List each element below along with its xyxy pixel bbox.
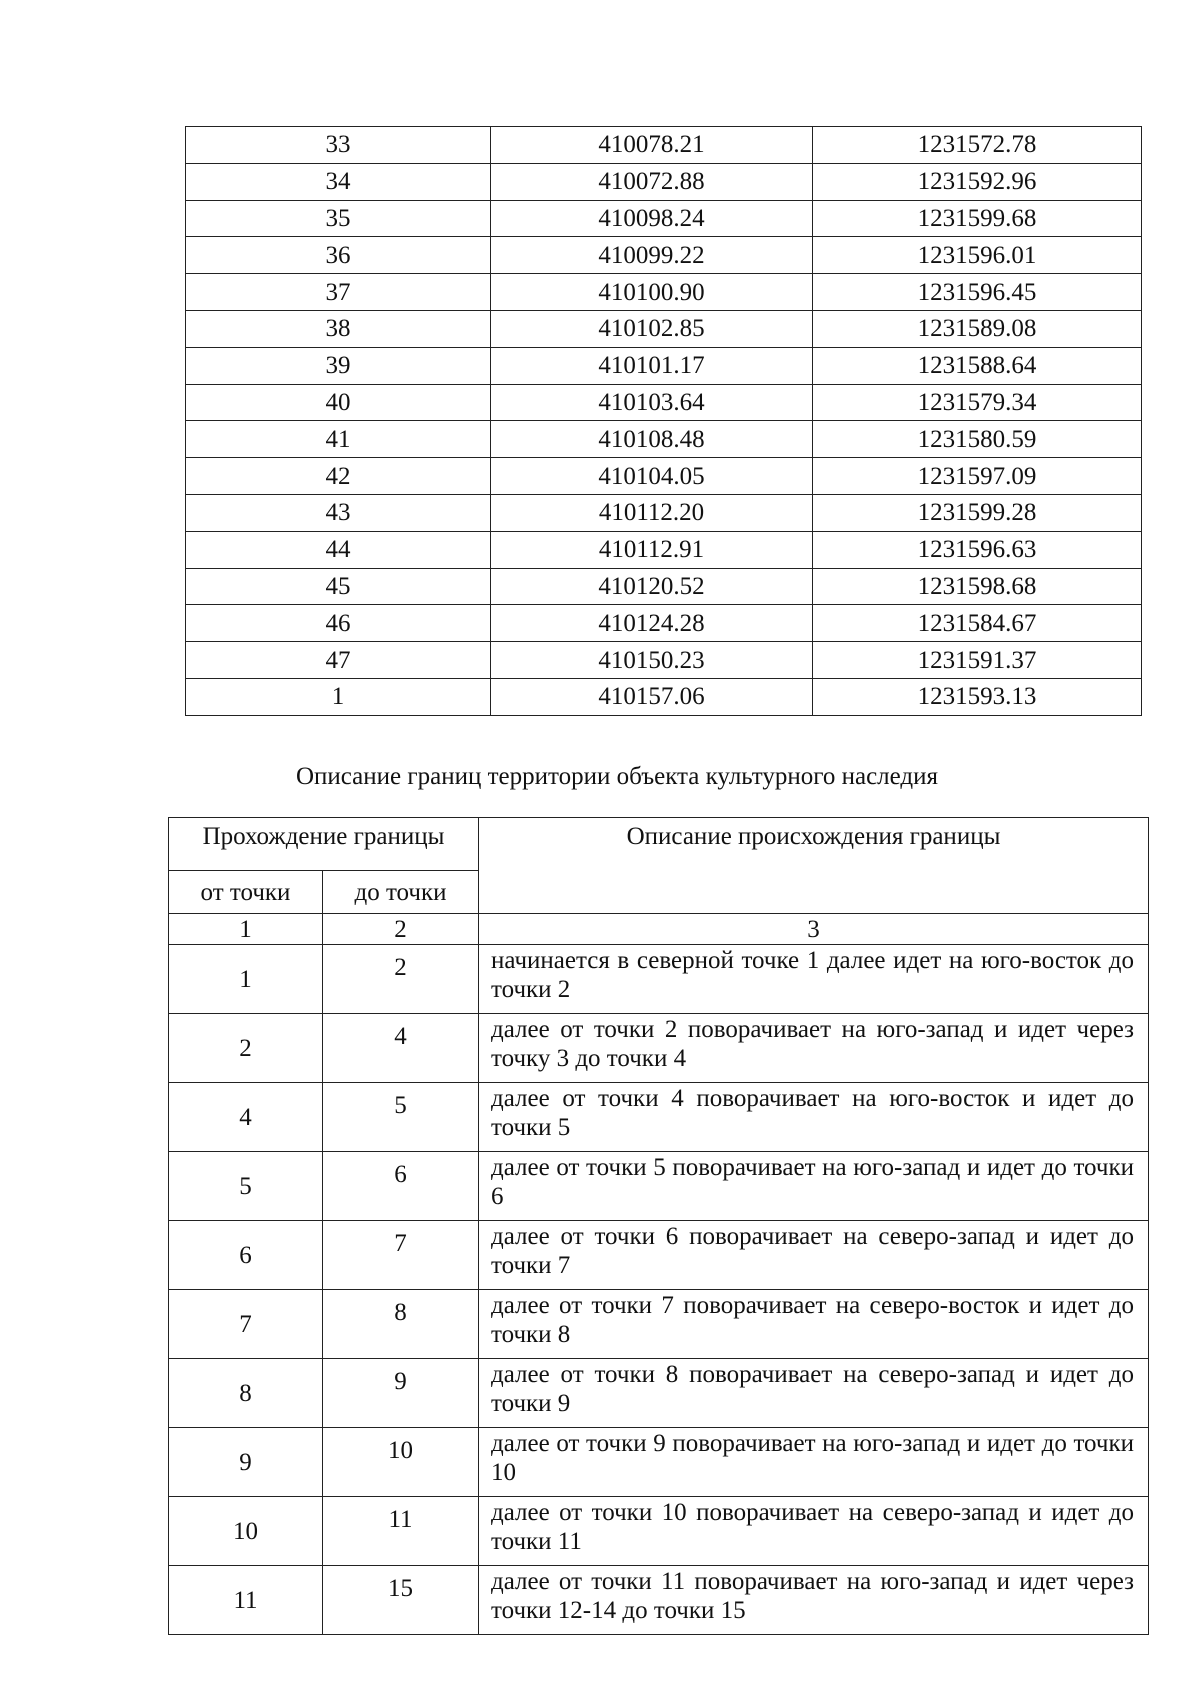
point-number-cell: 42 — [186, 458, 491, 495]
table-row — [186, 458, 1142, 495]
table-row — [186, 200, 1142, 237]
to-point-cell: 10 — [323, 1428, 479, 1497]
x-coordinate-cell: 410099.22 — [491, 237, 813, 274]
x-coordinate-cell: 410150.23 — [491, 642, 813, 679]
x-coordinate-cell: 410120.52 — [491, 568, 813, 605]
to-point-cell: 7 — [323, 1221, 479, 1290]
x-coordinate-cell: 410072.88 — [491, 163, 813, 200]
table-row — [169, 1221, 1149, 1290]
table-row — [169, 945, 1149, 1014]
table-row — [186, 605, 1142, 642]
y-coordinate-cell: 1231598.68 — [813, 568, 1142, 605]
boundary-table-body — [169, 818, 1149, 1635]
point-number-cell: 34 — [186, 163, 491, 200]
table-row — [186, 531, 1142, 568]
to-point-cell: 6 — [323, 1152, 479, 1221]
segment-description-cell: далее от точки 7 поворачивает на северо-восток и идет до точки 8 — [479, 1290, 1149, 1359]
table-row — [186, 384, 1142, 421]
table-row — [186, 237, 1142, 274]
section-title: Описание границ территории объекта культурного наследия — [295, 763, 939, 790]
to-point-cell: 11 — [323, 1497, 479, 1566]
from-point-cell: 11 — [169, 1566, 323, 1635]
table-row — [186, 642, 1142, 679]
point-number-cell: 38 — [186, 310, 491, 347]
table-row — [186, 163, 1142, 200]
y-coordinate-cell: 1231584.67 — [813, 605, 1142, 642]
segment-description-cell: далее от точки 9 поворачивает на юго-запад и идет до точки 10 — [479, 1428, 1149, 1497]
point-number-cell: 37 — [186, 274, 491, 311]
header-from-point: от точки — [169, 871, 323, 914]
table-row — [186, 421, 1142, 458]
segment-description-cell: далее от точки 10 поворачивает на северо-запад и идет до точки 11 — [479, 1497, 1149, 1566]
point-number-cell: 39 — [186, 347, 491, 384]
y-coordinate-cell: 1231588.64 — [813, 347, 1142, 384]
from-point-cell: 7 — [169, 1290, 323, 1359]
table-row — [169, 1566, 1149, 1635]
table-row — [186, 310, 1142, 347]
y-coordinate-cell: 1231599.28 — [813, 494, 1142, 531]
point-number-cell: 1 — [186, 678, 491, 715]
y-coordinate-cell: 1231593.13 — [813, 678, 1142, 715]
y-coordinate-cell: 1231599.68 — [813, 200, 1142, 237]
to-point-cell: 4 — [323, 1014, 479, 1083]
segment-description-cell: далее от точки 6 поворачивает на северо-запад и идет до точки 7 — [479, 1221, 1149, 1290]
x-coordinate-cell: 410102.85 — [491, 310, 813, 347]
table-row — [169, 1428, 1149, 1497]
point-number-cell: 47 — [186, 642, 491, 679]
segment-description-cell: начинается в северной точке 1 далее идет на юго-восток до точки 2 — [479, 945, 1149, 1014]
coordinates-table — [185, 126, 1142, 716]
table-row — [169, 1359, 1149, 1428]
point-number-cell: 41 — [186, 421, 491, 458]
column-number: 1 — [169, 914, 323, 945]
segment-description-cell: далее от точки 11 поворачивает на юго-запад и идет через точки 12-14 до точки 15 — [479, 1566, 1149, 1635]
x-coordinate-cell: 410108.48 — [491, 421, 813, 458]
x-coordinate-cell: 410112.20 — [491, 494, 813, 531]
from-point-cell: 6 — [169, 1221, 323, 1290]
point-number-cell: 45 — [186, 568, 491, 605]
to-point-cell: 5 — [323, 1083, 479, 1152]
segment-description-cell: далее от точки 8 поворачивает на северо-запад и идет до точки 9 — [479, 1359, 1149, 1428]
point-number-cell: 46 — [186, 605, 491, 642]
from-point-cell: 1 — [169, 945, 323, 1014]
table-row — [169, 1014, 1149, 1083]
x-coordinate-cell: 410078.21 — [491, 127, 813, 164]
boundary-header-row — [169, 818, 1149, 871]
x-coordinate-cell: 410104.05 — [491, 458, 813, 495]
table-row — [169, 1290, 1149, 1359]
from-point-cell: 2 — [169, 1014, 323, 1083]
to-point-cell: 9 — [323, 1359, 479, 1428]
y-coordinate-cell: 1231579.34 — [813, 384, 1142, 421]
header-passage: Прохождение границы — [169, 818, 479, 871]
y-coordinate-cell: 1231597.09 — [813, 458, 1142, 495]
boundary-description-table — [168, 817, 1149, 1635]
table-row — [186, 347, 1142, 384]
y-coordinate-cell: 1231592.96 — [813, 163, 1142, 200]
point-number-cell: 43 — [186, 494, 491, 531]
x-coordinate-cell: 410101.17 — [491, 347, 813, 384]
to-point-cell: 2 — [323, 945, 479, 1014]
point-number-cell: 40 — [186, 384, 491, 421]
header-description: Описание происхождения границы — [479, 818, 1149, 914]
x-coordinate-cell: 410157.06 — [491, 678, 813, 715]
y-coordinate-cell: 1231572.78 — [813, 127, 1142, 164]
x-coordinate-cell: 410100.90 — [491, 274, 813, 311]
column-number: 2 — [323, 914, 479, 945]
segment-description-cell: далее от точки 5 поворачивает на юго-запад и идет до точки 6 — [479, 1152, 1149, 1221]
table-row — [186, 494, 1142, 531]
point-number-cell: 33 — [186, 127, 491, 164]
from-point-cell: 10 — [169, 1497, 323, 1566]
table-row — [169, 1497, 1149, 1566]
x-coordinate-cell: 410112.91 — [491, 531, 813, 568]
column-number: 3 — [479, 914, 1149, 945]
from-point-cell: 4 — [169, 1083, 323, 1152]
point-number-cell: 44 — [186, 531, 491, 568]
y-coordinate-cell: 1231596.45 — [813, 274, 1142, 311]
table-row — [186, 127, 1142, 164]
coordinates-table-body — [186, 127, 1142, 716]
y-coordinate-cell: 1231591.37 — [813, 642, 1142, 679]
from-point-cell: 8 — [169, 1359, 323, 1428]
y-coordinate-cell: 1231596.63 — [813, 531, 1142, 568]
table-row — [186, 274, 1142, 311]
table-row — [169, 1083, 1149, 1152]
segment-description-cell: далее от точки 2 поворачивает на юго-запад и идет через точку 3 до точки 4 — [479, 1014, 1149, 1083]
to-point-cell: 8 — [323, 1290, 479, 1359]
from-point-cell: 9 — [169, 1428, 323, 1497]
y-coordinate-cell: 1231589.08 — [813, 310, 1142, 347]
y-coordinate-cell: 1231580.59 — [813, 421, 1142, 458]
x-coordinate-cell: 410103.64 — [491, 384, 813, 421]
table-row — [169, 1152, 1149, 1221]
x-coordinate-cell: 410098.24 — [491, 200, 813, 237]
table-row — [186, 568, 1142, 605]
segment-description-cell: далее от точки 4 поворачивает на юго-восток и идет до точки 5 — [479, 1083, 1149, 1152]
point-number-cell: 36 — [186, 237, 491, 274]
y-coordinate-cell: 1231596.01 — [813, 237, 1142, 274]
table-row — [186, 678, 1142, 715]
to-point-cell: 15 — [323, 1566, 479, 1635]
x-coordinate-cell: 410124.28 — [491, 605, 813, 642]
from-point-cell: 5 — [169, 1152, 323, 1221]
point-number-cell: 35 — [186, 200, 491, 237]
column-number-row — [169, 914, 1149, 945]
header-to-point: до точки — [323, 871, 479, 914]
